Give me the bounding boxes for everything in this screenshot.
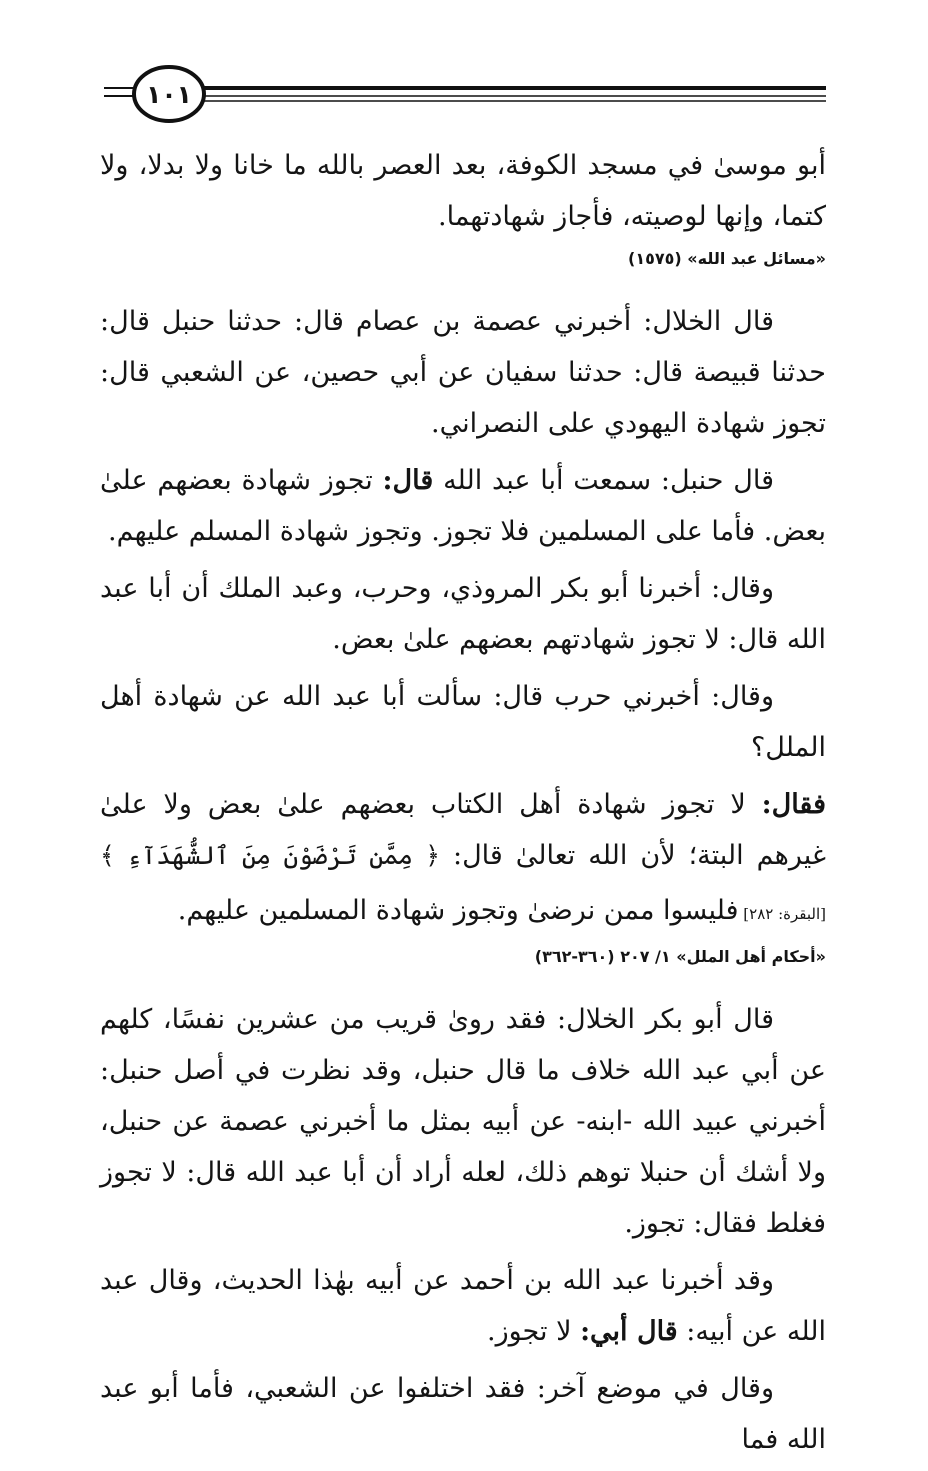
source-citation: «أحكام أهل الملل» ١/ ٢٠٧ (٣٦٠-٣٦٢) [534, 947, 826, 966]
paragraph-text: وقال في موضع آخر: فقد اختلفوا عن الشعبي، فأما أبو عبد الله فما [100, 1373, 826, 1455]
paragraph [100, 779, 826, 940]
paragraph-text: تجوز شهادة بعضهم علىٰ بعض. فأما على المسلمين فلا تجوز. وتجوز شهادة المسلم عليهم. [100, 465, 826, 547]
paragraph [100, 1255, 826, 1357]
quran-verse: ﴿ مِمَّن تَرْضَوْنَ مِنَ ٱلشُّهَدَآءِ ﴾ [100, 841, 440, 870]
paragraph [100, 1363, 826, 1465]
page-number: ١٠١ [146, 79, 192, 109]
paragraph-tail: لا تجوز. [486, 1316, 581, 1347]
source-citation: «مسائل عبد الله» (١٥٧٥) [628, 249, 826, 268]
paragraph-text: قال الخلال: أخبرني عصمة بن عصام قال: حدثنا حنبل قال: حدثنا قبيصة قال: حدثنا سفيان عن أبي حصين، عن الشعبي قال: تجوز شهادة اليهودي على النصراني. [100, 306, 826, 439]
bold-phrase: قال أبي: [580, 1316, 678, 1347]
paragraph-lead: قال حنبل: سمعت أبا عبد الله [433, 465, 774, 496]
paragraph-tail: فليسوا ممن نرضىٰ وتجوز شهادة المسلمين عليهم. [177, 895, 739, 926]
paragraph [100, 671, 826, 773]
page-header [100, 58, 826, 130]
bold-phrase: قال: [382, 465, 434, 496]
page-body [100, 140, 826, 1471]
paragraph-text: أبو موسىٰ في مسجد الكوفة، بعد العصر بالله ما خانا ولا بدلا، ولا كتما، وإنها لوصيته، فأجاز شهادتهما. [100, 150, 826, 232]
paragraph [100, 296, 826, 449]
paragraph [100, 455, 826, 557]
paragraph-text: قال أبو بكر الخلال: فقد روىٰ قريب من عشرين نفسًا، كلهم عن أبي عبد الله خلاف ما قال حنبل، وقد نظرت في أصل حنبل: أخبرني عبيد الله -ابنه- عن أبيه بمثل ما أخبرني عصمة عن حنبل، ولا أشك أن حنبلا توهم ذلك، لعله أراد أن أبا عبد الله قال: لا تجوز فغلط فقال: تجوز. [100, 1004, 826, 1239]
paragraph-text: وقال: أخبرنا أبو بكر المروذي، وحرب، وعبد الملك أن أبا عبد الله قال: لا تجوز شهادتهم بعضهم علىٰ بعض. [100, 573, 826, 655]
paragraph [100, 563, 826, 665]
header-rule-ornament [100, 58, 826, 130]
paragraph-text: وقد أخبرنا عبد الله بن أحمد عن أبيه بهٰذا الحديث، وقال عبد الله عن أبيه: [100, 1265, 826, 1347]
bold-phrase: فقال: [761, 789, 826, 820]
paragraph [100, 994, 826, 1249]
paragraph-text: لا تجوز شهادة أهل الكتاب بعضهم علىٰ بعض ولا علىٰ غيرهم البتة؛ لأن الله تعالىٰ قال: [100, 789, 826, 871]
paragraph [100, 140, 826, 242]
paragraph-text: وقال: أخبرني حرب قال: سألت أبا عبد الله عن شهادة أهل الملل؟ [100, 681, 826, 763]
verse-reference: [البقرة: ٢٨٢] [738, 905, 826, 923]
